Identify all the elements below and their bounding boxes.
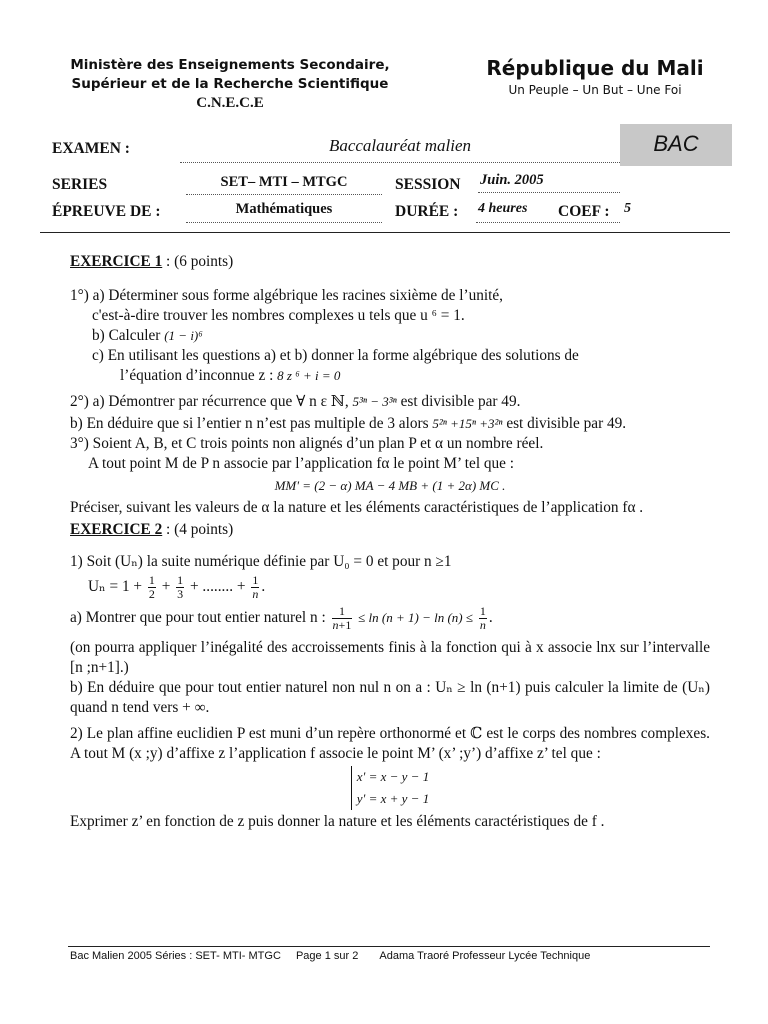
ex1-q3-line1: 3°) Soient A, B, et C trois points non alignés d’un plan P et α un nombre réel. (70, 435, 544, 452)
ministry-line-1: Ministère des Enseignements Secondaire, (70, 57, 390, 73)
bac-badge: BAC (620, 124, 732, 166)
exam-content (70, 252, 710, 832)
epreuve-underline (186, 222, 382, 223)
ex2-q1a: a) Montrer que pour tout entier naturel n : $\frac{1}{n+1}$ ≤ ln (n + 1) − ln (n) ≤ $\frac{1}{n}$ . (70, 604, 493, 632)
ex2-un-start: Uₙ = 1 + (88, 578, 143, 596)
session-label: SESSION (395, 176, 461, 193)
duree-value: 4 heures (478, 201, 528, 216)
ex1-q2a (70, 392, 710, 412)
system-brace (351, 766, 429, 810)
exercise-1-title: EXERCICE 1 (70, 253, 163, 270)
exercise-2-points: : (4 points) (162, 521, 234, 538)
ex1-q3-line3: Préciser, suivant les valeurs de α la nature et les éléments caractéristiques de l’application fα . (70, 499, 644, 516)
header-divider (40, 232, 730, 233)
ex1-q1a-line1: 1°) a) Déterminer sous forme algébrique les racines sixième de l’unité, (70, 287, 503, 304)
coef-value: 5 (624, 201, 631, 216)
ex1-q1b-math: (1 − i)⁶ (164, 328, 203, 343)
ministry-header (40, 56, 420, 113)
ex2-q2-line2: Exprimer z’ en fonction de z puis donner la nature et les éléments caractéristiques de f . (70, 813, 605, 830)
ex1-q1c-line2 (70, 366, 710, 386)
exercise-1-points: : (6 points) (162, 253, 234, 270)
ex2-q1a-note: (on pourra appliquer l’inégalité des accroissements finis à la fonction qui à x associe lnx sur l’intervalle [n ;n+1].) (70, 639, 710, 676)
ex1-q1a-line2: c'est-à-dire trouver les nombres complexes u tels que u ⁶ = 1. (92, 307, 465, 324)
ex2-q2-line1: 2) Le plan affine euclidien P est muni d’un repère orthonormé et ℂ est le corps des nombres complexes. A tout M (x ;y) d’affixe z l’application f associe le point M’ (x’ ;y’) d’affixe z’ tel que : (70, 725, 710, 762)
republic-title: République du Mali (486, 56, 704, 80)
ministry-line-2: Supérieur et de la Recherche Scientifique (71, 76, 389, 92)
ex1-q2b (70, 414, 710, 434)
ex2-un-dots: + ........ + (189, 578, 246, 596)
epreuve-value: Mathématiques (235, 201, 333, 217)
examen-label: EXAMEN : (52, 140, 130, 157)
ex1-q2a-suffix: est divisible par 49. (400, 393, 521, 410)
footer-series: Bac Malien 2005 Séries : SET- MTI- MTGC (70, 950, 281, 962)
ex2-system (70, 766, 710, 810)
exercise-2-heading (70, 520, 710, 540)
ex2-q1-line1: 1) Soit (Uₙ) la suite numérique définie par U₀ = 0 et pour n ≥1 (70, 553, 452, 570)
ex1-q1b (70, 326, 710, 346)
series-label: SERIES (52, 176, 108, 193)
ex1-q1c-line1: c) En utilisant les questions a) et b) donner la forme algébrique des solutions de (92, 347, 579, 364)
ex1-q1c-text: l’équation d’inconnue z : (120, 367, 274, 384)
ex2-q1-un: Uₙ = 1 + $\frac{1}{2}$ + $\frac{1}{3}$ + ........ + $\frac{1}{n}$ . (88, 573, 266, 601)
ex1-q3-line2: A tout point M de P n associe par l’application fα le point M’ tel que : (88, 455, 515, 472)
series-underline (186, 194, 382, 195)
ex1-q3-equation: MM' = (2 − α) MA − 4 MB + (1 + 2α) MC . (274, 478, 506, 493)
session-underline (478, 192, 620, 193)
ex1-q1c-math: 8 z ⁶ + i = 0 (277, 368, 341, 383)
series-value: SET– MTI – MTGC (220, 174, 348, 190)
cnece-label: C.N.E.C.E (196, 95, 264, 111)
ex1-q2b-math: 5²ⁿ +15ⁿ +3²ⁿ (432, 416, 503, 431)
ex1-q1b-label: b) Calculer (92, 327, 161, 344)
examen-underline (180, 162, 620, 163)
republic-header (470, 56, 720, 97)
coef-label: COEF : (558, 203, 610, 220)
frac-one-n: $\frac{1}{n}$ (252, 573, 259, 601)
ex1-q2a-math: 5³ⁿ − 3³ⁿ (352, 394, 397, 409)
system-eq-1: x' = x − y − 1 (356, 769, 430, 784)
page-footer (70, 950, 710, 962)
republic-motto: Un Peuple – Un But – Une Foi (508, 83, 682, 97)
frac-one-half: $\frac{1}{2}$ (148, 573, 155, 601)
ex2-q1b: b) En déduire que pour tout entier naturel non nul n on a : Uₙ ≥ ln (n+1) puis calculer la limite de (Uₙ) quand n tend vers + ∞. (70, 679, 710, 716)
exercise-2-title: EXERCICE 2 (70, 521, 163, 538)
footer-page-number: Page 1 sur 2 (295, 950, 359, 962)
exercise-1-heading (70, 252, 710, 272)
frac-one-n-2: $\frac{1}{n}$ (479, 604, 486, 632)
duree-underline (476, 222, 620, 223)
ex2-q1a-ineq: ≤ ln (n + 1) − ln (n) ≤ (358, 610, 474, 626)
system-eq-2: y' = x + y − 1 (356, 791, 430, 806)
footer-divider (68, 946, 710, 947)
examen-value: Baccalauréat malien (328, 136, 472, 155)
session-value: Juin. 2005 (480, 172, 544, 188)
ex1-q2b-suffix: est divisible par 49. (506, 415, 627, 432)
duree-label: DURÉE : (395, 203, 459, 220)
ex1-q2a-text: 2°) a) Démontrer par récurrence que ∀ n ε ℕ, (70, 393, 349, 410)
frac-one-n-plus: $\frac{1}{n+1}$ (332, 604, 352, 632)
footer-author: Adama Traoré Professeur Lycée Technique (379, 950, 591, 962)
epreuve-label: ÉPREUVE DE : (52, 203, 161, 220)
frac-one-third: $\frac{1}{3}$ (177, 573, 184, 601)
ex2-q1a-text: a) Montrer que pour tout entier naturel n : (70, 609, 326, 627)
ex1-q2b-text: b) En déduire que si l’entier n n’est pas multiple de 3 alors (70, 415, 429, 432)
